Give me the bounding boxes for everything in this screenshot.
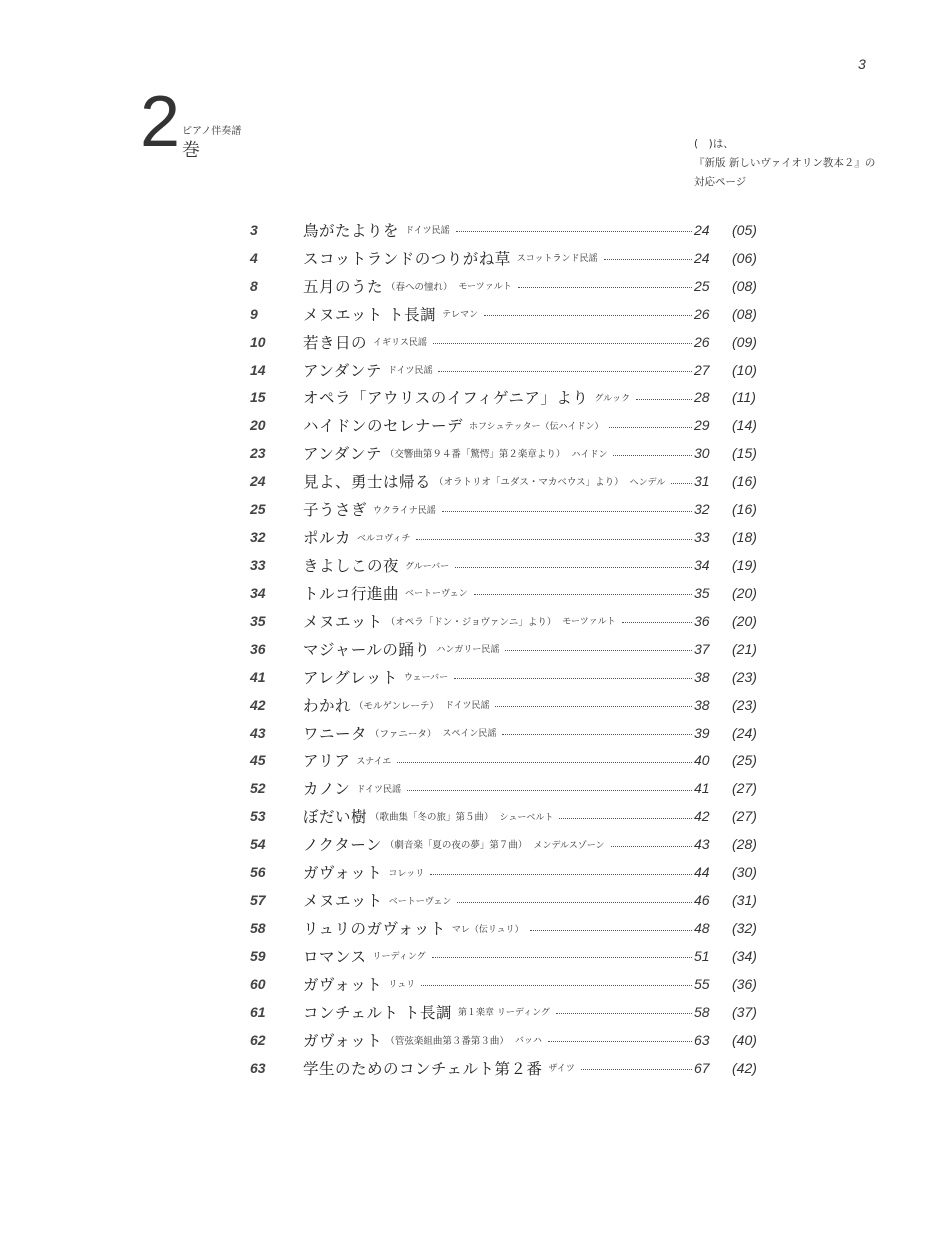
volume-number: 2 (140, 82, 179, 162)
dot-leader (457, 902, 692, 903)
entry-number: 15 (250, 389, 266, 406)
entry-number: 3 (250, 221, 258, 238)
dot-leader (397, 762, 692, 763)
dot-leader (622, 622, 692, 623)
entry-number: 59 (250, 947, 266, 964)
dot-leader (454, 678, 692, 679)
dot-leader (548, 1041, 692, 1042)
entry-composer: ドイツ民謡 (444, 701, 490, 712)
entry-title: ガヴォット (303, 1031, 383, 1050)
entry-reference-page: (37) (732, 1003, 757, 1020)
entry-title: ハイドンのセレナーデ (303, 417, 464, 436)
page-number: 3 (858, 56, 866, 72)
entry-composer: リュリ (388, 980, 416, 991)
entry-number: 24 (250, 473, 266, 490)
toc-entry (250, 356, 770, 384)
entry-reference-page: (09) (732, 333, 757, 350)
toc-entry (250, 523, 770, 551)
entry-page: 28 (694, 389, 710, 406)
dot-leader (432, 957, 692, 958)
entry-reference-page: (10) (732, 361, 757, 378)
volume-subtitle: ピアノ伴奏譜 (182, 126, 242, 137)
entry-composer: ウェーバー (403, 673, 449, 684)
entry-title: ガヴォット (303, 864, 383, 883)
entry-composer: ドイツ民謡 (405, 226, 450, 237)
entry-title: カノン (303, 780, 351, 799)
entry-title: ぼだい樹 (303, 808, 368, 827)
entry-page: 32 (694, 501, 710, 518)
entry-title: ロマンス (303, 947, 367, 966)
entry-number: 58 (250, 920, 266, 936)
entry-number: 60 (250, 975, 266, 992)
entry-composer: ベートーヴェン (388, 896, 452, 907)
toc-entry (250, 719, 770, 747)
entry-page: 26 (694, 333, 710, 350)
toc-entry (250, 495, 770, 523)
entry-page: 27 (694, 361, 710, 378)
entry-number: 41 (250, 668, 266, 685)
toc-entry (250, 970, 770, 998)
toc-entry (250, 467, 770, 495)
entry-composer: シューベルト (499, 812, 554, 823)
dot-leader (495, 706, 692, 707)
toc-entry (250, 551, 770, 579)
entry-composer: ハイドン (571, 449, 608, 460)
entry-composer: グルーバー (405, 561, 450, 572)
dot-leader (416, 539, 692, 540)
entry-reference-page: (36) (732, 975, 757, 992)
entry-subtitle: （ファニータ） (370, 728, 437, 740)
entry-number: 36 (250, 640, 266, 657)
entry-reference-page: (40) (732, 1031, 757, 1048)
entry-title: アンダンテ (303, 445, 382, 464)
entry-reference-page: (32) (732, 920, 757, 936)
entry-number: 52 (250, 780, 266, 797)
dot-leader (581, 1069, 692, 1070)
entry-page: 63 (694, 1031, 710, 1048)
entry-reference-page: (08) (732, 305, 757, 322)
dot-leader (438, 371, 692, 372)
toc-entry (250, 747, 770, 775)
note-line-3: 対応ページ (694, 176, 747, 188)
toc-entry (250, 691, 770, 719)
toc-entry (250, 579, 770, 607)
entry-title: 見よ、勇士は帰る (303, 473, 432, 492)
entry-number: 8 (250, 277, 258, 294)
entry-composer: 第１楽章 リーディング (457, 1008, 550, 1019)
entry-composer: ザイツ (548, 1064, 575, 1075)
entry-number: 35 (250, 612, 266, 629)
entry-composer: スナイエ (356, 756, 392, 767)
entry-reference-page: (23) (732, 696, 757, 713)
dot-leader (505, 650, 692, 651)
entry-page: 67 (694, 1059, 710, 1076)
toc-entry (250, 1054, 770, 1082)
entry-title: トルコ行進曲 (303, 584, 400, 603)
entry-title: メヌエット (303, 892, 383, 911)
entry-title: わかれ (303, 696, 352, 715)
toc-entry (250, 858, 770, 886)
entry-subtitle: （管弦楽組曲第３番第３曲） (385, 1035, 509, 1047)
entry-composer: ベートーヴェン (405, 589, 468, 600)
dot-leader (636, 399, 692, 400)
entry-title: マジャールの踊り (303, 640, 431, 659)
entry-page: 33 (694, 529, 710, 546)
entry-title: オペラ「アウリスのイフィゲニア」より (303, 389, 589, 408)
entry-title: きよしこの夜 (303, 557, 400, 576)
entry-reference-page: (34) (732, 947, 757, 964)
entry-number: 42 (250, 696, 266, 713)
toc-entry (250, 802, 770, 830)
entry-title: アリア (303, 752, 351, 771)
entry-reference-page: (21) (732, 640, 757, 657)
toc-entry (250, 216, 770, 244)
entry-title: メヌエット (303, 612, 383, 631)
entry-title: ポルカ (303, 529, 352, 548)
toc-entry (250, 635, 770, 663)
entry-number: 33 (250, 557, 266, 574)
entry-composer: グルック (594, 393, 631, 404)
entry-reference-page: (27) (732, 808, 757, 825)
entry-subtitle: （劇音楽「夏の夜の夢」第７曲） (384, 840, 528, 852)
entry-page: 37 (694, 640, 710, 657)
dot-leader (609, 427, 692, 428)
entry-reference-page: (23) (732, 668, 757, 685)
dot-leader (484, 315, 692, 316)
entry-number: 10 (250, 333, 266, 350)
entry-reference-page: (25) (732, 752, 757, 769)
entry-reference-page: (18) (732, 529, 757, 546)
entry-subtitle: （モルゲンレーテ） (354, 700, 439, 712)
entry-reference-page: (20) (732, 584, 757, 601)
entry-number: 34 (250, 584, 266, 601)
toc-entry (250, 663, 770, 691)
entry-number: 62 (250, 1031, 266, 1048)
note-line-2: 『新版 新しいヴァイオリン教本２』の (694, 157, 876, 169)
toc-entry (250, 886, 770, 914)
dot-leader (604, 259, 692, 260)
note-line-1: ( )は、 (694, 138, 734, 150)
toc-entry (250, 942, 770, 970)
entry-title: メヌエット ト長調 (303, 305, 437, 324)
dot-leader (556, 1013, 692, 1014)
entry-title: 五月のうた (303, 277, 384, 296)
entry-composer: ヘンデル (629, 477, 666, 488)
dot-leader (433, 343, 692, 344)
entry-number: 25 (250, 501, 266, 518)
entry-number: 45 (250, 752, 266, 769)
entry-title: アレグレット (303, 668, 398, 687)
entry-page: 24 (694, 249, 710, 266)
entry-page: 46 (694, 892, 710, 909)
entry-page: 36 (694, 612, 710, 629)
toc-entry (250, 384, 770, 412)
entry-page: 38 (694, 696, 710, 713)
entry-composer: イギリス民謡 (373, 338, 427, 349)
table-of-contents (250, 216, 770, 1082)
entry-title: ワニータ (303, 724, 368, 743)
entry-composer: スペイン民謡 (442, 729, 497, 740)
entry-reference-page: (16) (732, 501, 757, 518)
toc-entry (250, 272, 770, 300)
entry-composer: コレッリ (388, 868, 425, 879)
entry-subtitle: （交響曲第９４番「驚愕」第２楽章より） (384, 449, 566, 461)
entry-reference-page: (31) (732, 892, 757, 909)
toc-entry (250, 411, 770, 439)
entry-page: 35 (694, 584, 710, 601)
toc-entry (250, 607, 770, 635)
entry-title: 学生のためのコンチェルト第２番 (303, 1059, 543, 1078)
entry-number: 23 (250, 445, 266, 462)
entry-number: 56 (250, 864, 266, 881)
entry-number: 53 (250, 808, 266, 825)
dot-leader (474, 594, 692, 595)
entry-page: 34 (694, 557, 710, 574)
toc-entry (250, 300, 770, 328)
entry-page: 58 (694, 1003, 710, 1020)
entry-page: 51 (694, 947, 710, 964)
entry-page: 24 (694, 221, 710, 238)
entry-page: 39 (694, 724, 710, 741)
entry-page: 44 (694, 864, 710, 881)
entry-title: 若き日の (303, 333, 368, 352)
dot-leader (613, 455, 692, 456)
entry-composer: ドイツ民謡 (356, 784, 401, 795)
entry-composer: テレマン (442, 310, 478, 321)
entry-reference-page: (05) (732, 221, 757, 238)
entry-composer: ベルコヴィチ (357, 533, 411, 544)
entry-page: 43 (694, 836, 710, 853)
entry-page: 25 (694, 277, 710, 294)
entry-reference-page: (14) (732, 417, 757, 434)
entry-title: ガヴォット (303, 975, 383, 994)
entry-title: 鳥がたよりを (303, 221, 400, 240)
dot-leader (455, 567, 692, 568)
toc-entry (250, 998, 770, 1026)
dot-leader (456, 231, 692, 232)
entry-reference-page: (11) (732, 389, 756, 406)
dot-leader (530, 930, 692, 931)
entry-reference-page: (28) (732, 836, 757, 853)
dot-leader (671, 483, 692, 484)
entry-page: 26 (694, 305, 710, 322)
entry-reference-page: (06) (732, 249, 757, 266)
toc-entry (250, 439, 770, 467)
entry-reference-page: (19) (732, 557, 757, 574)
entry-page: 55 (694, 975, 710, 992)
entry-composer: ウクライナ民謡 (373, 505, 436, 516)
entry-number: 20 (250, 417, 266, 434)
toc-entry (250, 328, 770, 356)
reference-note (694, 135, 875, 192)
entry-reference-page: (24) (732, 724, 757, 741)
entry-title: 子うさぎ (303, 501, 368, 520)
entry-page: 38 (694, 668, 710, 685)
toc-entry (250, 914, 770, 942)
toc-entry (250, 774, 770, 802)
entry-composer: ホフシュテッター（伝ハイドン） (469, 421, 604, 432)
entry-number: 14 (250, 361, 266, 378)
entry-page: 42 (694, 808, 710, 825)
entry-reference-page: (08) (732, 277, 757, 294)
entry-reference-page: (42) (732, 1059, 757, 1076)
entry-page: 29 (694, 417, 710, 434)
entry-composer: モーツァルト (562, 617, 616, 628)
entry-subtitle: （オラトリオ「ユダス・マカベウス」より） (434, 477, 624, 489)
dot-leader (502, 734, 692, 735)
entry-composer: メンデルスゾーン (533, 840, 605, 851)
entry-composer: マレ（伝リュリ） (451, 924, 524, 935)
entry-composer: スコットランド民謡 (516, 254, 598, 265)
entry-title: スコットランドのつりがね草 (303, 249, 511, 268)
dot-leader (421, 985, 692, 986)
entry-page: 41 (694, 780, 710, 797)
entry-number: 9 (250, 305, 258, 322)
entry-reference-page: (20) (732, 612, 757, 629)
dot-leader (518, 287, 692, 288)
toc-entry (250, 244, 770, 272)
entry-title: ノクターン (303, 836, 382, 855)
entry-composer: ハンガリー民謡 (436, 645, 500, 656)
entry-composer: バッハ (514, 1036, 542, 1047)
entry-number: 43 (250, 724, 266, 741)
volume-kan: 巻 (182, 140, 200, 161)
entry-reference-page: (15) (732, 445, 757, 462)
entry-reference-page: (27) (732, 780, 757, 797)
entry-composer: ドイツ民謡 (387, 366, 433, 377)
entry-subtitle: （春への憧れ） (386, 281, 453, 293)
dot-leader (442, 511, 692, 512)
entry-composer: リーディング (372, 952, 426, 963)
entry-reference-page: (16) (732, 473, 757, 490)
entry-number: 57 (250, 892, 266, 909)
entry-title: コンチェルト ト長調 (303, 1003, 452, 1022)
entry-title: リュリのガヴォット (303, 920, 446, 938)
entry-title: アンダンテ (303, 361, 382, 380)
entry-composer: モーツァルト (458, 282, 512, 293)
toc-entry (250, 1026, 770, 1054)
dot-leader (430, 874, 692, 875)
dot-leader (559, 818, 692, 819)
entry-number: 63 (250, 1059, 266, 1076)
entry-page: 30 (694, 445, 710, 462)
entry-number: 32 (250, 529, 266, 546)
entry-reference-page: (30) (732, 864, 757, 881)
dot-leader (407, 790, 692, 791)
entry-number: 4 (250, 249, 258, 266)
entry-page: 48 (694, 920, 710, 936)
entry-page: 40 (694, 752, 710, 769)
entry-page: 31 (694, 473, 710, 490)
entry-subtitle: （オペラ「ドン・ジョヴァンニ」より） (385, 616, 557, 628)
entry-subtitle: （歌曲集「冬の旅」第５曲） (370, 812, 494, 824)
entry-number: 54 (250, 836, 266, 853)
volume-heading (140, 82, 280, 162)
dot-leader (611, 846, 692, 847)
entry-number: 61 (250, 1003, 266, 1020)
toc-entry (250, 830, 770, 858)
